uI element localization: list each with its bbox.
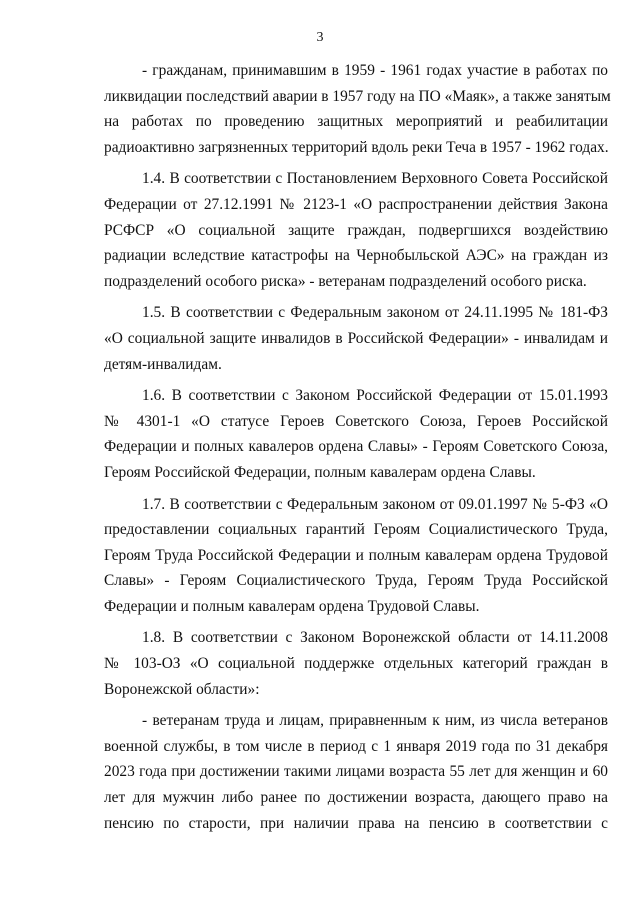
paragraph-line: Воронежской области»:: [104, 680, 260, 698]
paragraph: [104, 58, 611, 160]
paragraph-line: 1.5. В соответствии с Федеральным законом от 24.11.1995 № 181-ФЗ: [142, 304, 608, 322]
document-body: [104, 58, 611, 842]
paragraph-line: пенсию по старости, при наличии права на пенсию в соответствии с: [104, 814, 608, 832]
paragraph-line: 1.7. В соответствии с Федеральным законом от 09.01.1997 № 5-ФЗ «О: [142, 495, 608, 513]
paragraph-line: Федерации и полных кавалеров ордена Славы» - Героям Советского Союза,: [104, 438, 608, 456]
paragraph: [104, 383, 608, 485]
paragraph-line: № 103-ОЗ «О социальной поддержке отдельных категорий граждан в: [104, 655, 608, 673]
paragraph-line: 2023 года при достижении такими лицами возраста 55 лет для женщин и 60: [104, 763, 608, 781]
paragraph-line: подразделений особого риска» - ветеранам подразделений особого риска.: [104, 272, 587, 290]
paragraph-line: военной службы, в том числе в период с 1 января 2019 года по 31 декабря: [104, 737, 608, 755]
paragraph-line: лет для мужчин либо ранее по достижении возраста, дающего право на: [104, 789, 608, 807]
paragraph: [104, 708, 608, 836]
paragraph-line: ликвидации последствий аварии в 1957 году на ПО «Маяк», а также занятым: [104, 87, 611, 105]
paragraph-line: № 4301-1 «О статусе Героев Советского Союза, Героев Российской: [104, 412, 608, 430]
paragraph-line: 1.8. В соответствии с Законом Воронежской области от 14.11.2008: [142, 629, 608, 647]
paragraph-line: 1.4. В соответствии с Постановлением Верховного Совета Российской: [142, 170, 608, 188]
paragraph: [104, 300, 608, 377]
paragraph-line: Героям Российской Федерации, полным кавалерам ордена Славы.: [104, 463, 536, 481]
paragraph-line: Федерации от 27.12.1991 № 2123-1 «О распространении действия Закона: [104, 195, 608, 213]
paragraph: [104, 492, 608, 620]
paragraph-line: Славы» - Героям Социалистического Труда, Героям Труда Российской: [104, 572, 608, 590]
paragraph-line: на работах по проведению защитных мероприятий и реабилитации: [104, 113, 608, 131]
paragraph-line: Героям Труда Российской Федерации и полным кавалерам ордена Трудовой: [104, 546, 608, 564]
paragraph-line: предоставлении социальных гарантий Героям Социалистического Труда,: [104, 521, 608, 539]
paragraph-line: детям-инвалидам.: [104, 355, 222, 373]
paragraph-line: радиации вследствие катастрофы на Чернобыльской АЭС» на граждан из: [104, 247, 608, 265]
paragraph-line: РСФСР «О социальной защите граждан, подвергшихся воздействию: [104, 221, 608, 239]
paragraph-line: 1.6. В соответствии с Законом Российской Федерации от 15.01.1993: [142, 387, 608, 405]
paragraph-line: «О социальной защите инвалидов в Российской Федерации» - инвалидам и: [104, 329, 608, 347]
paragraph-line: радиоактивно загрязненных территорий вдоль реки Теча в 1957 - 1962 годах.: [104, 138, 609, 156]
paragraph-line: Федерации и полным кавалерам ордена Трудовой Славы.: [104, 597, 480, 615]
paragraph-line: - гражданам, принимавшим в 1959 - 1961 годах участие в работах по: [142, 62, 608, 79]
paragraph: [104, 166, 608, 294]
page-number: 3: [316, 30, 324, 45]
paragraph-line: - ветеранам труда и лицам, приравненным к ним, из числа ветеранов: [142, 712, 608, 730]
paragraph: [104, 625, 608, 702]
